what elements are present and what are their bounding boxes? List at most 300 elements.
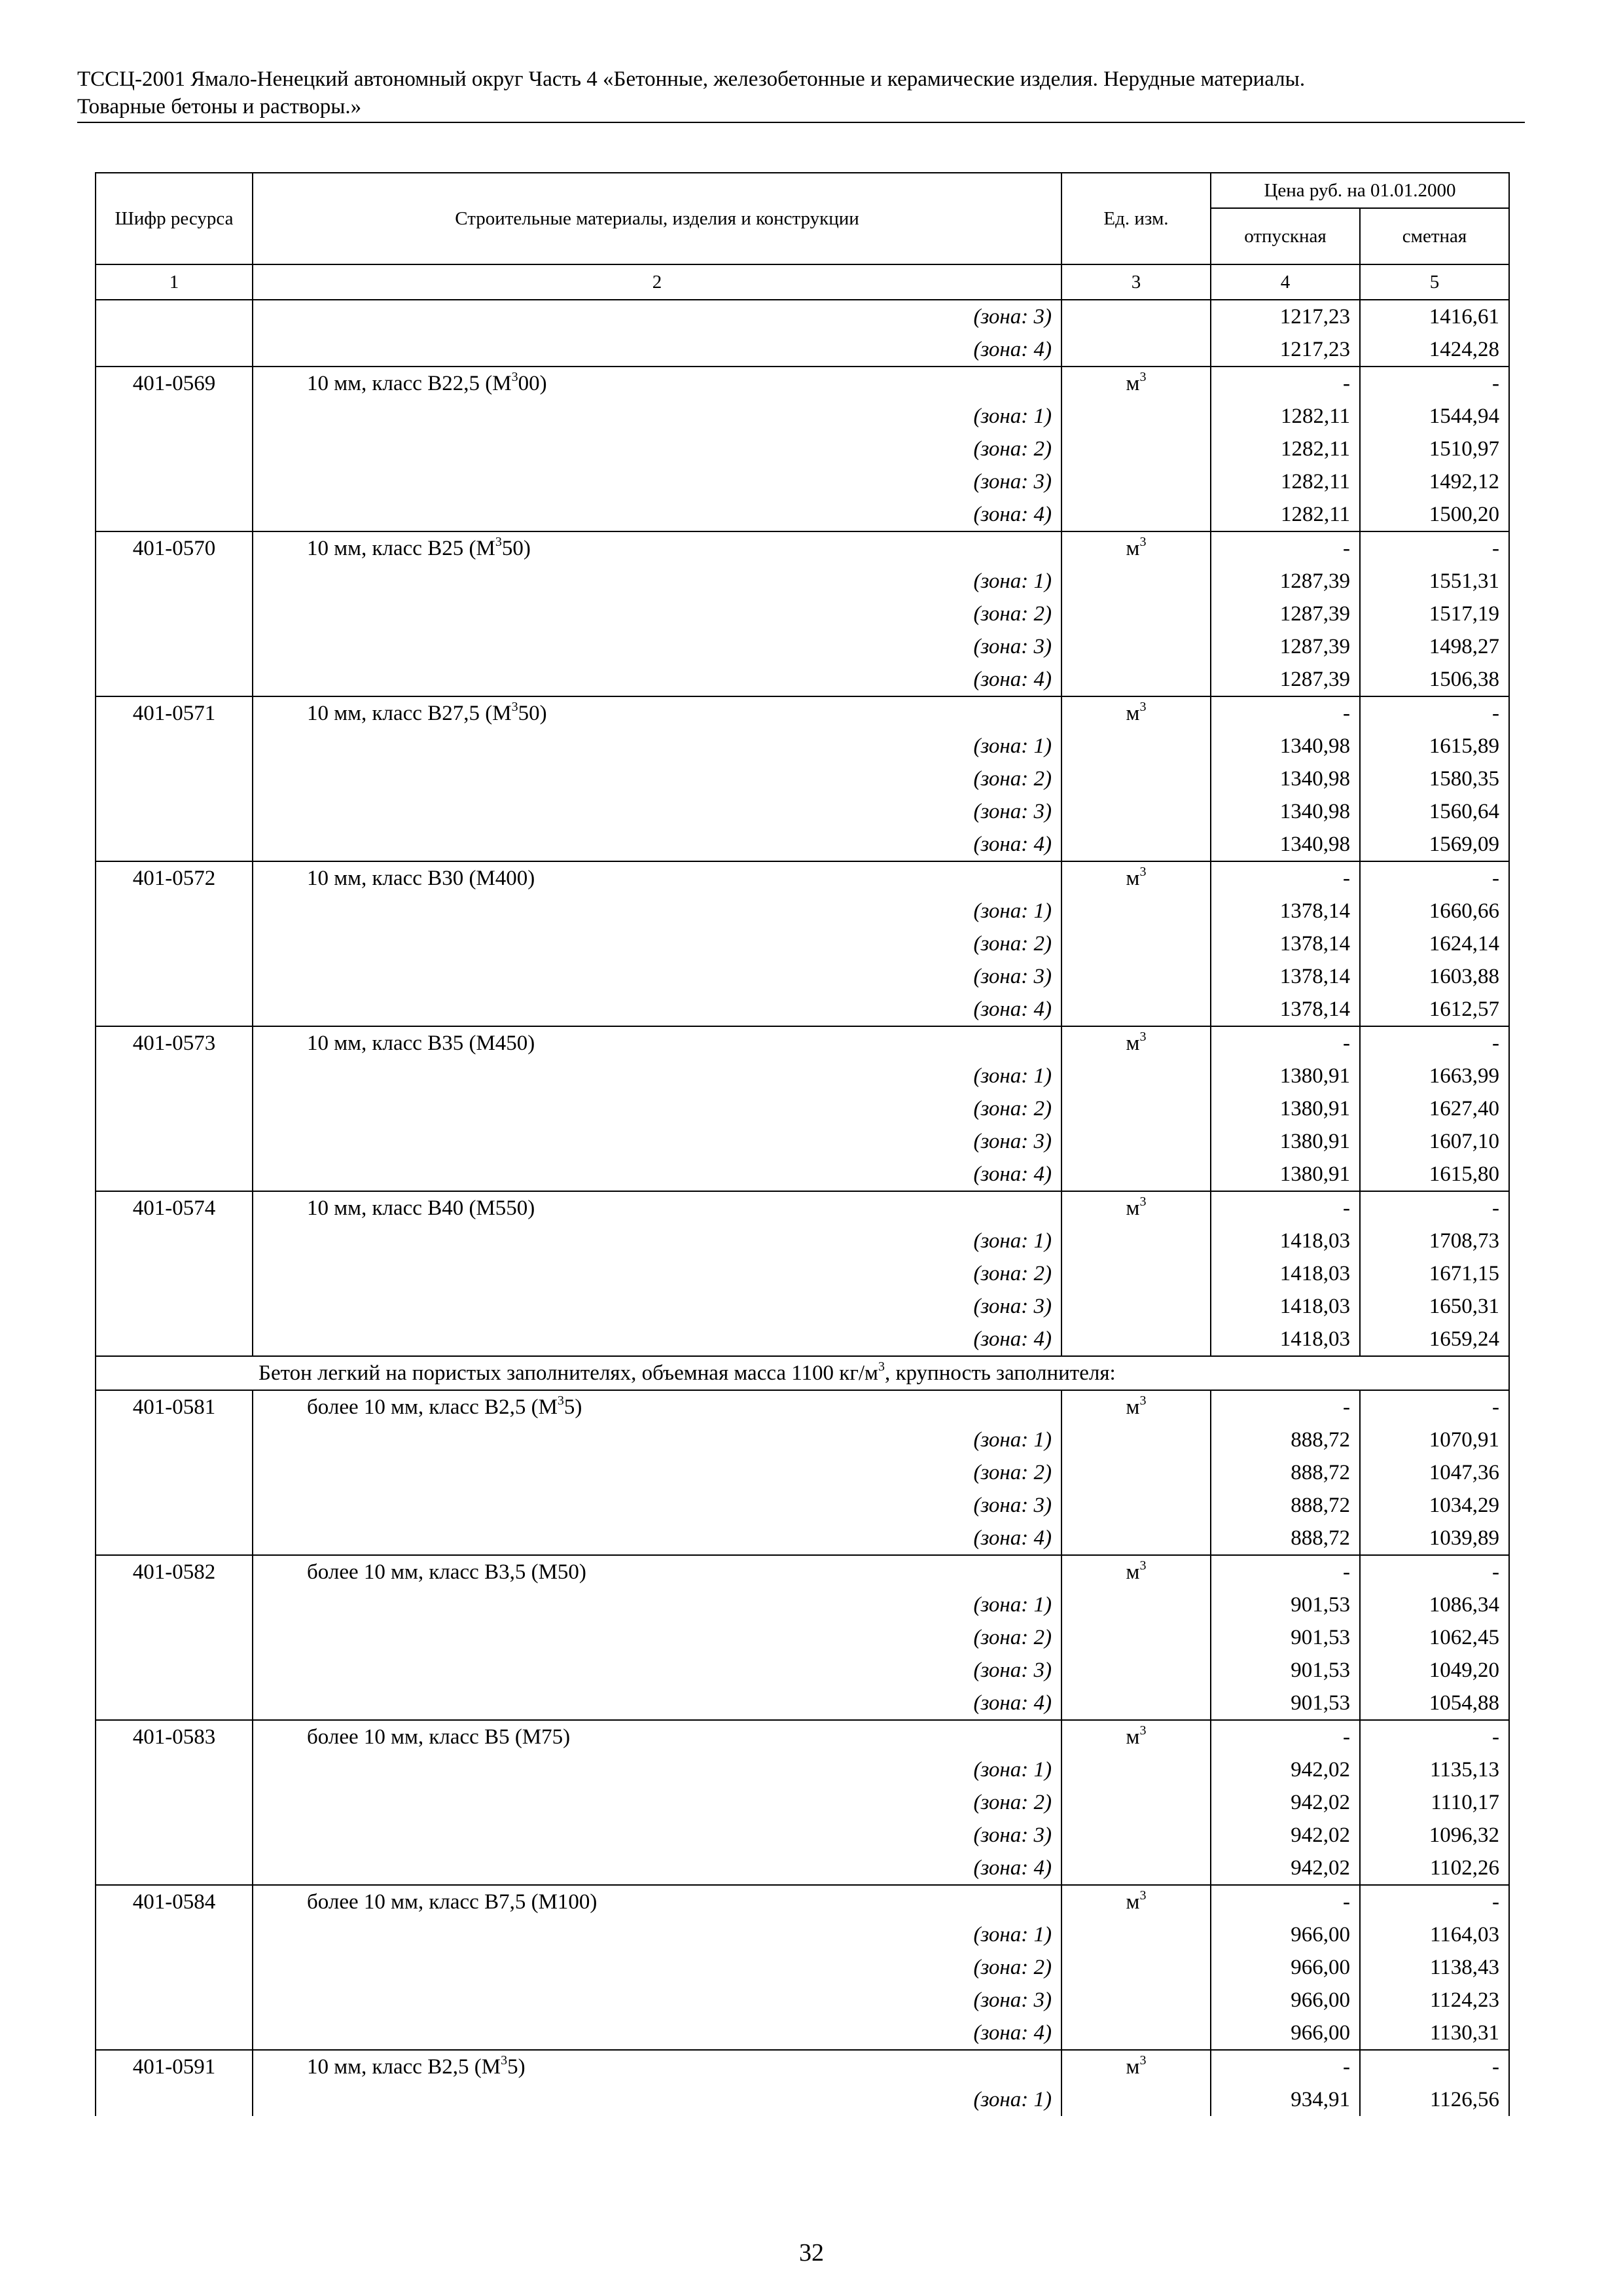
- resource-code: 401-0584: [96, 1885, 253, 1918]
- zone-row: [96, 1654, 1509, 1687]
- resource-name-text: 10 мм, класс В25 (М: [307, 537, 495, 560]
- release-price: 1380,91: [1211, 1060, 1360, 1092]
- release-price: 1418,03: [1211, 1257, 1360, 1290]
- unit-superscript: 3: [1139, 2053, 1147, 2068]
- zone-row: [96, 927, 1509, 960]
- code-cell-empty: [96, 1489, 253, 1522]
- code-cell-empty: [96, 1588, 253, 1621]
- estimate-price: 1102,26: [1360, 1852, 1509, 1885]
- code-cell-empty: [96, 1257, 253, 1290]
- unit-cell-empty: [1061, 1687, 1211, 1720]
- unit-superscript: 3: [1139, 1723, 1147, 1738]
- resource-name-tail: 00): [518, 372, 547, 395]
- zone-label: (зона: 3): [253, 1125, 1061, 1158]
- zone-row: [96, 1489, 1509, 1522]
- unit-text: м: [1126, 1031, 1140, 1055]
- unit-cell-empty: [1061, 1753, 1211, 1786]
- unit-cell-empty: [1061, 498, 1211, 531]
- code-cell-empty: [96, 1125, 253, 1158]
- release-price: -: [1211, 1390, 1360, 1424]
- release-price: 888,72: [1211, 1522, 1360, 1555]
- zone-label: (зона: 2): [253, 1257, 1061, 1290]
- estimate-price: 1416,61: [1360, 300, 1509, 333]
- zone-label: (зона: 4): [253, 333, 1061, 367]
- code-cell-empty: [96, 762, 253, 795]
- resource-code: 401-0572: [96, 861, 253, 895]
- unit-cell-empty: [1061, 1489, 1211, 1522]
- release-price: 1418,03: [1211, 1323, 1360, 1356]
- zone-row: [96, 1522, 1509, 1555]
- header-price-group: Цена руб. на 01.01.2000: [1211, 173, 1509, 208]
- estimate-price: 1544,94: [1360, 400, 1509, 433]
- zone-label: (зона: 3): [253, 960, 1061, 993]
- release-price: 1340,98: [1211, 762, 1360, 795]
- zone-row: [96, 1621, 1509, 1654]
- zone-row: [96, 1852, 1509, 1885]
- zone-label: (зона: 2): [253, 1786, 1061, 1819]
- code-cell-empty: [96, 400, 253, 433]
- code-cell-empty: [96, 828, 253, 861]
- header-col-number: 3: [1061, 264, 1211, 300]
- resource-name: [253, 696, 1061, 730]
- estimate-price: 1607,10: [1360, 1125, 1509, 1158]
- unit-superscript: 3: [1139, 1393, 1147, 1408]
- estimate-price: 1424,28: [1360, 333, 1509, 367]
- code-cell-empty: [96, 895, 253, 927]
- estimate-price: 1660,66: [1360, 895, 1509, 927]
- resource-name-text: 10 мм, класс В27,5 (М: [307, 702, 512, 725]
- unit-cell-empty: [1061, 1158, 1211, 1191]
- release-price: 1378,14: [1211, 927, 1360, 960]
- code-cell-empty: [96, 433, 253, 465]
- estimate-price: 1650,31: [1360, 1290, 1509, 1323]
- unit-cell-empty: [1061, 2017, 1211, 2050]
- zone-row: [96, 433, 1509, 465]
- code-cell-empty: [96, 1060, 253, 1092]
- code-cell-empty: [96, 993, 253, 1026]
- section-heading-row: [96, 1356, 1509, 1390]
- resource-name-superscript: 3: [495, 535, 502, 549]
- unit-cell-empty: [1061, 1786, 1211, 1819]
- resource-name: [253, 1390, 1061, 1424]
- zone-row: [96, 1424, 1509, 1456]
- resource-name-text: более 10 мм, класс В7,5 (М100): [307, 1890, 597, 1914]
- code-cell-empty: [96, 960, 253, 993]
- header-code: Шифр ресурса: [96, 173, 253, 264]
- zone-label: (зона: 1): [253, 1060, 1061, 1092]
- release-price: -: [1211, 1026, 1360, 1060]
- zone-label: (зона: 2): [253, 762, 1061, 795]
- code-cell-empty: [96, 1786, 253, 1819]
- resource-name-text: 10 мм, класс В2,5 (М: [307, 2055, 501, 2079]
- zone-row: [96, 730, 1509, 762]
- resource-name-text: 10 мм, класс В30 (М400): [307, 867, 535, 890]
- zone-row: [96, 300, 1509, 333]
- estimate-price: -: [1360, 1026, 1509, 1060]
- release-price: 1380,91: [1211, 1158, 1360, 1191]
- zone-label: (зона: 4): [253, 1852, 1061, 1885]
- unit-cell-empty: [1061, 1918, 1211, 1951]
- zone-label: (зона: 2): [253, 433, 1061, 465]
- unit-cell-empty: [1061, 598, 1211, 630]
- release-price: 1378,14: [1211, 960, 1360, 993]
- unit-cell-empty: [1061, 927, 1211, 960]
- zone-label: (зона: 1): [253, 1225, 1061, 1257]
- release-price: 888,72: [1211, 1456, 1360, 1489]
- unit-cell-empty: [1061, 1588, 1211, 1621]
- unit-cell-empty: [1061, 960, 1211, 993]
- resource-row: [96, 1720, 1509, 1753]
- zone-row: [96, 762, 1509, 795]
- code-cell-empty: [96, 1290, 253, 1323]
- code-cell-empty: [96, 1687, 253, 1720]
- code-cell-empty: [96, 1654, 253, 1687]
- release-price: 1217,23: [1211, 300, 1360, 333]
- unit-superscript: 3: [1139, 1030, 1147, 1044]
- unit-superscript: 3: [1139, 1888, 1147, 1903]
- resource-code: 401-0573: [96, 1026, 253, 1060]
- header-col-number: 5: [1360, 264, 1509, 300]
- unit-superscript: 3: [1139, 700, 1147, 714]
- release-price: 942,02: [1211, 1753, 1360, 1786]
- zone-label: (зона: 3): [253, 795, 1061, 828]
- estimate-price: 1580,35: [1360, 762, 1509, 795]
- estimate-price: -: [1360, 696, 1509, 730]
- code-cell-empty: [96, 1158, 253, 1191]
- zone-row: [96, 1060, 1509, 1092]
- unit-text: м: [1126, 372, 1140, 395]
- estimate-price: 1135,13: [1360, 1753, 1509, 1786]
- unit-cell-empty: [1061, 333, 1211, 367]
- price-table-wrap: [95, 172, 1508, 2116]
- estimate-price: 1039,89: [1360, 1522, 1509, 1555]
- zone-label: (зона: 3): [253, 1984, 1061, 2017]
- estimate-price: 1500,20: [1360, 498, 1509, 531]
- resource-row: [96, 1390, 1509, 1424]
- unit-cell-empty: [1061, 762, 1211, 795]
- zone-label: (зона: 2): [253, 598, 1061, 630]
- unit-cell: [1061, 1885, 1211, 1918]
- unit-text: м: [1126, 1395, 1140, 1419]
- zone-label: (зона: 1): [253, 1588, 1061, 1621]
- code-cell-empty: [96, 2083, 253, 2116]
- section-text-tail: , крупность заполнителя:: [884, 1361, 1116, 1385]
- unit-superscript: 3: [1139, 370, 1147, 384]
- release-price: 1282,11: [1211, 400, 1360, 433]
- unit-text: м: [1126, 1890, 1140, 1914]
- code-cell-empty: [96, 333, 253, 367]
- unit-cell: [1061, 1720, 1211, 1753]
- resource-name-superscript: 3: [511, 370, 518, 384]
- zone-label: (зона: 2): [253, 1951, 1061, 1984]
- unit-cell-empty: [1061, 1092, 1211, 1125]
- resource-name-superscript: 3: [501, 2053, 508, 2068]
- unit-cell-empty: [1061, 1225, 1211, 1257]
- code-cell-empty: [96, 1424, 253, 1456]
- unit-cell-empty: [1061, 1290, 1211, 1323]
- estimate-price: 1130,31: [1360, 2017, 1509, 2050]
- resource-row: [96, 531, 1509, 565]
- estimate-price: 1054,88: [1360, 1687, 1509, 1720]
- resource-name: [253, 531, 1061, 565]
- unit-cell-empty: [1061, 1621, 1211, 1654]
- zone-label: (зона: 1): [253, 730, 1061, 762]
- resource-row: [96, 696, 1509, 730]
- estimate-price: 1627,40: [1360, 1092, 1509, 1125]
- resource-row: [96, 2050, 1509, 2083]
- unit-cell: [1061, 1191, 1211, 1225]
- zone-label: (зона: 4): [253, 2017, 1061, 2050]
- resource-code: 401-0583: [96, 1720, 253, 1753]
- unit-cell: [1061, 2050, 1211, 2083]
- code-cell-empty: [96, 1522, 253, 1555]
- release-price: 966,00: [1211, 1951, 1360, 1984]
- price-table: [95, 172, 1510, 2116]
- estimate-price: -: [1360, 1390, 1509, 1424]
- estimate-price: 1510,97: [1360, 433, 1509, 465]
- resource-code: 401-0574: [96, 1191, 253, 1225]
- release-price: 901,53: [1211, 1654, 1360, 1687]
- release-price: 942,02: [1211, 1819, 1360, 1852]
- resource-name-tail: 50): [518, 702, 547, 725]
- zone-row: [96, 1323, 1509, 1356]
- unit-cell: [1061, 367, 1211, 400]
- resource-row: [96, 1191, 1509, 1225]
- estimate-price: 1070,91: [1360, 1424, 1509, 1456]
- release-price: 888,72: [1211, 1424, 1360, 1456]
- resource-name: [253, 861, 1061, 895]
- release-price: -: [1211, 1555, 1360, 1588]
- unit-cell-empty: [1061, 1654, 1211, 1687]
- code-cell-empty: [96, 1753, 253, 1786]
- unit-text: м: [1126, 1196, 1140, 1220]
- resource-row: [96, 1885, 1509, 1918]
- unit-superscript: 3: [1139, 535, 1147, 549]
- resource-name-tail: 5): [507, 2055, 526, 2079]
- code-cell-empty: [96, 498, 253, 531]
- release-price: 1287,39: [1211, 663, 1360, 696]
- release-price: 1287,39: [1211, 565, 1360, 598]
- estimate-price: -: [1360, 2050, 1509, 2083]
- resource-name: [253, 367, 1061, 400]
- resource-code: 401-0581: [96, 1390, 253, 1424]
- zone-row: [96, 333, 1509, 367]
- release-price: -: [1211, 1191, 1360, 1225]
- estimate-price: 1551,31: [1360, 565, 1509, 598]
- header-col-number: 2: [253, 264, 1061, 300]
- unit-cell-empty: [1061, 1060, 1211, 1092]
- header-unit: Ед. изм.: [1061, 173, 1211, 264]
- unit-superscript: 3: [1139, 865, 1147, 879]
- unit-cell-empty: [1061, 1323, 1211, 1356]
- unit-text: м: [1126, 1725, 1140, 1749]
- code-cell-empty: [96, 1456, 253, 1489]
- zone-label: (зона: 3): [253, 1290, 1061, 1323]
- zone-label: (зона: 4): [253, 1522, 1061, 1555]
- unit-cell: [1061, 696, 1211, 730]
- zone-label: (зона: 1): [253, 1424, 1061, 1456]
- code-cell-empty: [96, 1621, 253, 1654]
- zone-row: [96, 598, 1509, 630]
- unit-cell-empty: [1061, 1257, 1211, 1290]
- section-text: Бетон легкий на пористых заполнителях, объемная масса 1100 кг/м: [259, 1361, 878, 1385]
- unit-cell: [1061, 1390, 1211, 1424]
- header-release: отпускная: [1211, 208, 1360, 264]
- release-price: -: [1211, 696, 1360, 730]
- section-superscript: 3: [878, 1359, 885, 1374]
- zone-label: (зона: 4): [253, 1687, 1061, 1720]
- unit-cell-empty: [1061, 433, 1211, 465]
- zone-row: [96, 1687, 1509, 1720]
- zone-row: [96, 1125, 1509, 1158]
- zone-label: (зона: 2): [253, 1456, 1061, 1489]
- estimate-price: 1560,64: [1360, 795, 1509, 828]
- zone-label: (зона: 2): [253, 1621, 1061, 1654]
- zone-row: [96, 1225, 1509, 1257]
- estimate-price: 1506,38: [1360, 663, 1509, 696]
- price-table-body: [96, 300, 1509, 2116]
- code-cell-empty: [96, 1852, 253, 1885]
- release-price: 1287,39: [1211, 598, 1360, 630]
- unit-cell-empty: [1061, 1852, 1211, 1885]
- zone-label: (зона: 1): [253, 895, 1061, 927]
- code-cell-empty: [96, 730, 253, 762]
- release-price: 942,02: [1211, 1786, 1360, 1819]
- estimate-price: -: [1360, 861, 1509, 895]
- unit-cell-empty: [1061, 663, 1211, 696]
- header-col-number: 4: [1211, 264, 1360, 300]
- unit-cell: [1061, 861, 1211, 895]
- estimate-price: 1492,12: [1360, 465, 1509, 498]
- unit-cell-empty: [1061, 730, 1211, 762]
- unit-text: м: [1126, 2055, 1140, 2079]
- zone-row: [96, 465, 1509, 498]
- zone-label: (зона: 1): [253, 1753, 1061, 1786]
- release-price: 1378,14: [1211, 993, 1360, 1026]
- estimate-price: 1612,57: [1360, 993, 1509, 1026]
- resource-name: [253, 1885, 1061, 1918]
- document-header: [77, 65, 1525, 123]
- zone-label: (зона: 4): [253, 1158, 1061, 1191]
- estimate-price: 1517,19: [1360, 598, 1509, 630]
- unit-cell-empty: [1061, 1984, 1211, 2017]
- unit-cell-empty: [1061, 300, 1211, 333]
- zone-label: (зона: 1): [253, 2083, 1061, 2116]
- zone-label: (зона: 2): [253, 927, 1061, 960]
- release-price: 888,72: [1211, 1489, 1360, 1522]
- resource-code: 401-0570: [96, 531, 253, 565]
- estimate-price: 1124,23: [1360, 1984, 1509, 2017]
- zone-row: [96, 795, 1509, 828]
- unit-cell-empty: [1061, 400, 1211, 433]
- estimate-price: -: [1360, 1885, 1509, 1918]
- unit-text: м: [1126, 867, 1140, 890]
- unit-cell: [1061, 1555, 1211, 1588]
- estimate-price: 1126,56: [1360, 2083, 1509, 2116]
- resource-name-superscript: 3: [511, 700, 518, 714]
- code-cell-empty: [96, 465, 253, 498]
- release-price: 1340,98: [1211, 828, 1360, 861]
- release-price: 1378,14: [1211, 895, 1360, 927]
- release-price: 1340,98: [1211, 795, 1360, 828]
- code-cell-empty: [96, 1092, 253, 1125]
- zone-label: (зона: 3): [253, 630, 1061, 663]
- header-estimate: сметная: [1360, 208, 1509, 264]
- release-price: 966,00: [1211, 1984, 1360, 2017]
- estimate-price: -: [1360, 367, 1509, 400]
- code-cell-empty: [96, 630, 253, 663]
- resource-name: [253, 1026, 1061, 1060]
- resource-row: [96, 367, 1509, 400]
- page-number: 32: [799, 2239, 824, 2267]
- zone-label: (зона: 3): [253, 1489, 1061, 1522]
- estimate-price: 1138,43: [1360, 1951, 1509, 1984]
- unit-superscript: 3: [1139, 1194, 1147, 1209]
- zone-label: (зона: 4): [253, 1323, 1061, 1356]
- unit-cell-empty: [1061, 465, 1211, 498]
- release-price: 966,00: [1211, 1918, 1360, 1951]
- resource-code: 401-0591: [96, 2050, 253, 2083]
- zone-label: (зона: 3): [253, 465, 1061, 498]
- unit-cell: [1061, 1026, 1211, 1060]
- zone-label: (зона: 4): [253, 993, 1061, 1026]
- estimate-price: 1086,34: [1360, 1588, 1509, 1621]
- zone-row: [96, 565, 1509, 598]
- unit-cell-empty: [1061, 1456, 1211, 1489]
- resource-name: [253, 1555, 1061, 1588]
- unit-cell-empty: [1061, 1819, 1211, 1852]
- unit-cell-empty: [1061, 895, 1211, 927]
- header-line-1: ТССЦ-2001 Ямало-Ненецкий автономный округ Часть 4 «Бетонные, железобетонные и керамические изделия. Нерудные материалы.: [77, 67, 1306, 91]
- code-cell-empty: [96, 598, 253, 630]
- zone-row: [96, 1753, 1509, 1786]
- section-heading: [96, 1356, 1509, 1390]
- code-cell-empty: [96, 1951, 253, 1984]
- release-price: 1380,91: [1211, 1125, 1360, 1158]
- zone-label: (зона: 3): [253, 300, 1061, 333]
- release-price: 1380,91: [1211, 1092, 1360, 1125]
- estimate-price: 1049,20: [1360, 1654, 1509, 1687]
- estimate-price: 1663,99: [1360, 1060, 1509, 1092]
- estimate-price: -: [1360, 1191, 1509, 1225]
- unit-cell-empty: [1061, 993, 1211, 1026]
- zone-row: [96, 630, 1509, 663]
- release-price: -: [1211, 1720, 1360, 1753]
- unit-cell-empty: [1061, 2083, 1211, 2116]
- release-price: -: [1211, 367, 1360, 400]
- unit-text: м: [1126, 702, 1140, 725]
- release-price: -: [1211, 2050, 1360, 2083]
- header-name: Строительные материалы, изделия и конструкции: [253, 173, 1061, 264]
- zone-row: [96, 1158, 1509, 1191]
- release-price: 934,91: [1211, 2083, 1360, 2116]
- resource-name: [253, 1720, 1061, 1753]
- release-price: 1287,39: [1211, 630, 1360, 663]
- estimate-price: -: [1360, 1720, 1509, 1753]
- estimate-price: 1096,32: [1360, 1819, 1509, 1852]
- zone-label: (зона: 4): [253, 498, 1061, 531]
- release-price: 1282,11: [1211, 433, 1360, 465]
- estimate-price: 1615,89: [1360, 730, 1509, 762]
- zone-row: [96, 1786, 1509, 1819]
- zone-row: [96, 1984, 1509, 2017]
- code-cell-empty: [96, 300, 253, 333]
- estimate-price: 1498,27: [1360, 630, 1509, 663]
- zone-label: (зона: 1): [253, 1918, 1061, 1951]
- zone-row: [96, 1918, 1509, 1951]
- resource-row: [96, 1026, 1509, 1060]
- code-cell-empty: [96, 795, 253, 828]
